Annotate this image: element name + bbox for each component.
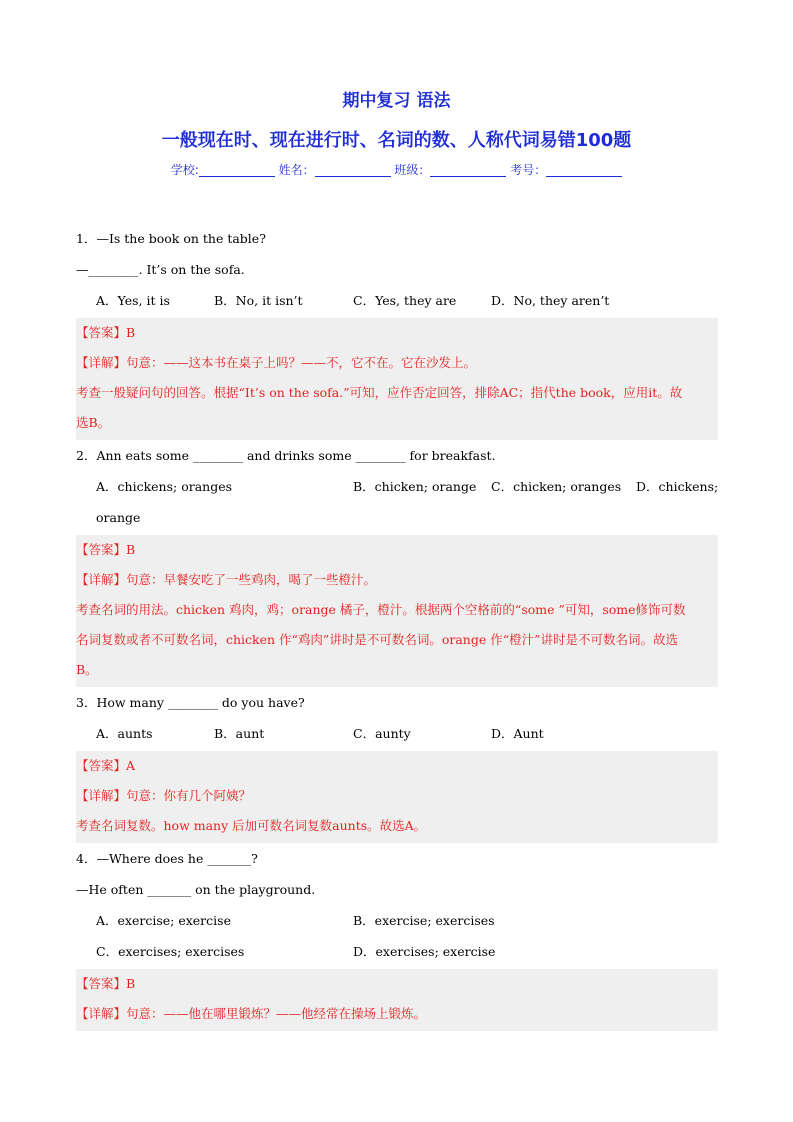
class-label: 班级：: [394, 163, 431, 177]
school-label: 学校:: [170, 163, 199, 177]
options-row: [76, 905, 718, 936]
option-c[interactable]: C．aunty: [353, 726, 411, 741]
option-a[interactable]: A．chickens; oranges: [96, 479, 233, 494]
answer-box: [76, 318, 718, 440]
student-info-row: [0, 161, 793, 178]
question-3: [76, 687, 718, 843]
question-stem: 4．—Where does he _______?: [76, 851, 258, 866]
school-blank[interactable]: [199, 163, 275, 177]
number-blank[interactable]: [546, 163, 622, 177]
question-2: [76, 440, 718, 687]
question-stem: 3．How many ________ do you have?: [76, 695, 305, 710]
detail-line: 【详解】句意：你有几个阿姨？: [76, 788, 252, 803]
option-b[interactable]: B．No, it isn’t: [214, 293, 303, 308]
options-row: [76, 936, 718, 967]
option-c[interactable]: C．Yes, they are: [353, 293, 457, 308]
option-b[interactable]: B．chicken; orange: [353, 479, 477, 494]
question-stem: 2．Ann eats some ________ and drinks some ________ for breakfast.: [76, 448, 496, 463]
answer-label: 【答案】A: [76, 758, 136, 773]
answer-label: 【答案】B: [76, 325, 136, 340]
number-label: 考号：: [510, 163, 547, 177]
answer-label: 【答案】B: [76, 542, 136, 557]
detail-line: 【详解】句意：早餐安吃了一些鸡肉，喝了一些橙汁。: [76, 572, 377, 587]
option-b[interactable]: B．exercise; exercises: [353, 913, 495, 928]
question-1: [76, 223, 718, 440]
option-c[interactable]: C．chicken; oranges: [491, 479, 622, 494]
option-d[interactable]: D．No, they aren’t: [491, 293, 610, 308]
page-subtitle: 一般现在时、现在进行时、名词的数、人称代词易错100题: [161, 130, 632, 151]
option-d[interactable]: D．exercises; exercise: [353, 944, 496, 959]
analysis-line: 考查名词的用法。chicken 鸡肉，鸡；orange 橘子，橙汁。根据两个空格前的“some ”可知，some修饰可数: [76, 602, 686, 617]
answer-box: [76, 751, 718, 843]
question-stem: —He often _______ on the playground.: [76, 882, 316, 897]
question-stem: —________. It’s on the sofa.: [76, 262, 245, 277]
option-b[interactable]: B．aunt: [214, 726, 265, 741]
analysis-line: 考查名词复数。how many 后加可数名词复数aunts。故选A。: [76, 818, 427, 833]
answer-box: [76, 535, 718, 687]
analysis-line: 考查一般疑问句的回答。根据“It’s on the sofa.”可知，应作否定回答，排除AC；指代the book，应用it。故: [76, 385, 683, 400]
questions-content: [76, 223, 718, 1031]
analysis-line: B。: [76, 662, 98, 677]
options-row: [76, 285, 718, 316]
option-d[interactable]: D．chickens;: [636, 479, 719, 494]
detail-line: 【详解】句意：——他在哪里锻炼？——他经常在操场上锻炼。: [76, 1006, 427, 1021]
options-row-wrap: [76, 502, 718, 533]
options-row: [76, 471, 718, 502]
option-a[interactable]: A．aunts: [96, 726, 153, 741]
option-c[interactable]: C．exercises; exercises: [96, 944, 245, 959]
answer-box: [76, 969, 718, 1031]
name-blank[interactable]: [315, 163, 391, 177]
class-blank[interactable]: [430, 163, 506, 177]
question-stem: 1．—Is the book on the table?: [76, 231, 266, 246]
option-a[interactable]: A．Yes, it is: [96, 293, 170, 308]
option-d[interactable]: D．Aunt: [491, 726, 544, 741]
answer-label: 【答案】B: [76, 976, 136, 991]
option-a[interactable]: A．exercise; exercise: [96, 913, 231, 928]
question-4: [76, 843, 718, 1031]
detail-line: 【详解】句意：——这本书在桌子上吗？——不，它不在。它在沙发上。: [76, 355, 477, 370]
option-d-wrap[interactable]: orange: [96, 510, 141, 525]
name-label: 姓名：: [278, 163, 315, 177]
analysis-line: 名词复数或者不可数名词，chicken 作“鸡肉”讲时是不可数名词。orange 作“橙汁”讲时是不可数名词。故选: [76, 632, 678, 647]
options-row: [76, 718, 718, 749]
analysis-line: 选B。: [76, 415, 111, 430]
page-title: 期中复习 语法: [342, 91, 451, 111]
